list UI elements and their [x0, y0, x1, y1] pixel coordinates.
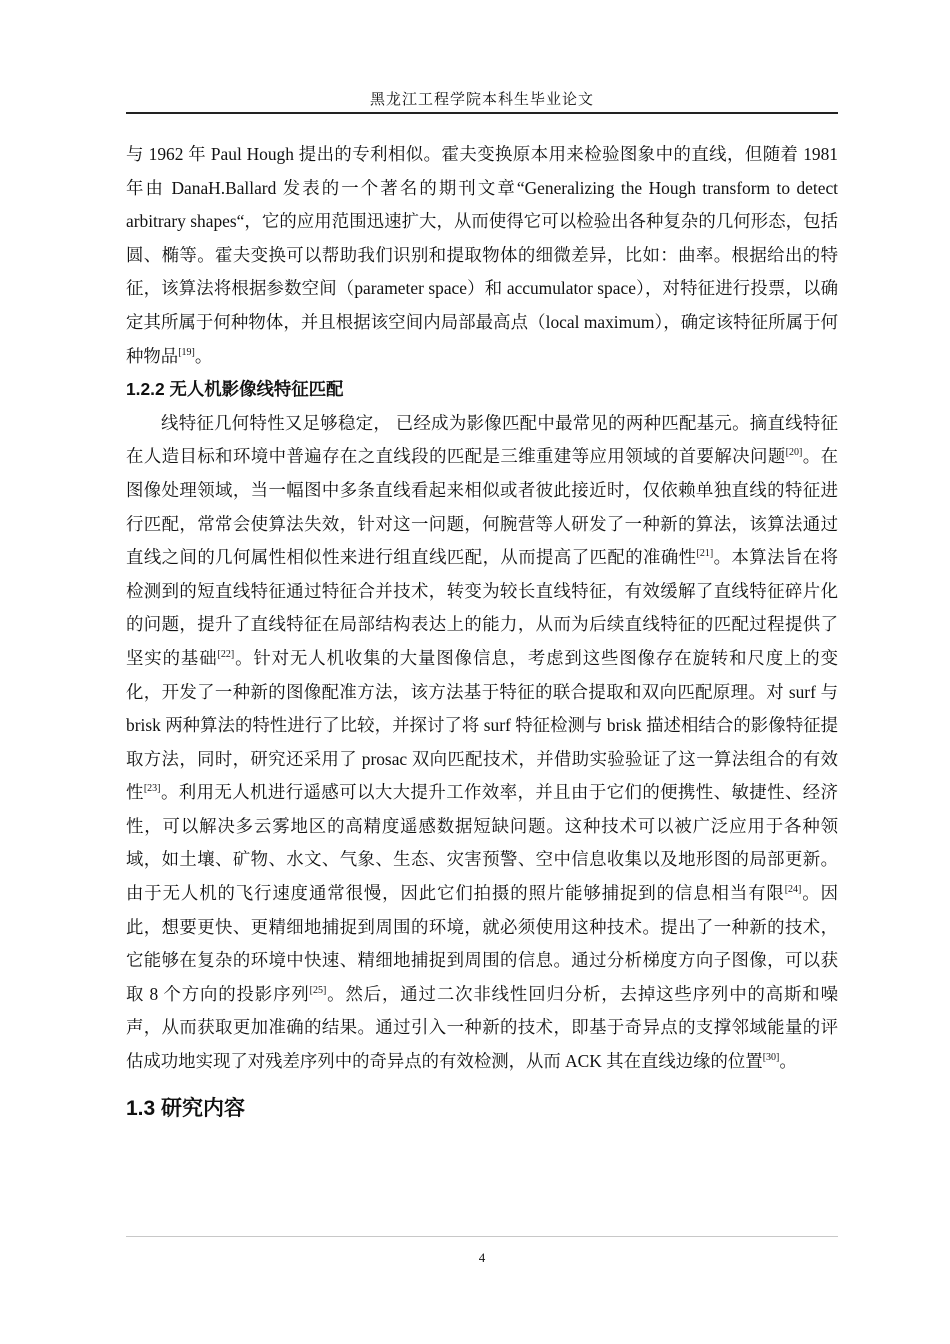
citation-23: [23]: [143, 783, 161, 795]
citation-24: [24]: [784, 884, 802, 896]
paragraph-text: 。在图像处理领域，当一幅图中多条直线看起来相似或者彼此接近时，仅依赖单独直线的特征进行匹配，常常会使算法失效，针对这一问题，何腕营等人研发了一种新的算法，该算法通过直线之间的几何属性相似性来进行组直线匹配，从而提高了匹配的准确性: [126, 446, 838, 568]
paragraph-text: 。利用无人机进行遥感可以大大提升工作效率，并且由于它们的便携性、敏捷性、经济性，可以解决多云雾地区的高精度遥感数据短缺问题。这种技术可以被广泛应用于各种领域，如土壤、矿物、水文、气象、生态、灾害预警、空中信息收集以及地形图的局部更新。由于无人机的飞行速度通常很慢，因此它们拍摄的照片能够捕捉到的信息相当有限: [126, 782, 838, 904]
page-number: 4: [478, 1250, 486, 1265]
section-heading: 1.3 研究内容: [126, 1096, 246, 1120]
paragraph-text: 。本算法旨在将检测到的短直线特征通过特征合并技术，转变为较长直线特征，有效缓解了直线特征碎片化的问题，提升了直线特征在局部结构表达上的能力，从而为后续直线特征的匹配过程提供了坚实的基础: [126, 547, 838, 668]
paragraph-text: 线特征几何特性又足够稳定， 已经成为影像匹配中最常见的两种匹配基元。摘直线特征在人造目标和环境中普遍存在之直线段的匹配是三维重建等应用领域的首要解决问题: [126, 412, 838, 467]
footer-rule: [126, 1236, 838, 1237]
paragraph-text: 与 1962 年 Paul Hough 提出的专利相似。霍夫变换原本用来检验图象中的直线，但随着 1981 年由 DanaH.Ballard 发表的一个著名的期刊文章“Generalizing the Hough transform to detect arbitrary shapes“，它的应用范围迅速扩大，从而使得它可以检验出各种复杂的几何形态，包括圆、椭等。霍夫变换可以帮助我们识别和提取物体的细微差异，比如：曲率。根据给出的特征，该算法将根据参数空间（parameter space）和 accumulator space），对特征进行投票，以确定其所属于何种物体，并且根据该空间内局部最高点（local maximum），确定该特征所属于何种物品: [126, 144, 838, 366]
running-header: 黑龙江工程学院本科生毕业论文: [369, 92, 594, 108]
citation-21: [21]: [696, 548, 714, 560]
paragraph-line-feature-matching: [126, 407, 838, 1079]
paragraph-text: 。然后，通过二次非线性回归分析，去掉这些序列中的高斯和噪声，从而获取更加准确的结果。通过引入一种新的技术，即基于奇异点的支撑邻域能量的评估成功地实现了对残差序列中的奇异点的有效检测，从而 ACK 其在直线边缘的位置: [126, 983, 838, 1072]
paragraph-hough-transform: [126, 138, 838, 373]
citation-30: [30]: [762, 1052, 780, 1064]
citation-25: [25]: [309, 985, 327, 997]
body-content: [126, 138, 838, 1129]
paragraph-end: 。: [194, 345, 213, 366]
citation-20: [20]: [785, 447, 803, 459]
paragraph-text: 。因此，想要更快、更精细地捕捉到周围的环境，就必须使用这种技术。提出了一种新的技术，它能够在复杂的环境中快速、精细地捕捉到周围的信息。通过分析梯度方向子图像，可以获取 8 个方向的投影序列: [126, 883, 838, 1004]
paragraph-end: 。: [779, 1051, 797, 1072]
header-rule: [126, 112, 838, 114]
subsection-heading: 1.2.2 无人机影像线特征匹配: [126, 379, 344, 400]
citation-22: [22]: [217, 649, 235, 661]
citation-19: [19]: [178, 346, 195, 358]
paragraph-text: 。针对无人机收集的大量图像信息，考虑到这些图像存在旋转和尺度上的变化，开发了一种新的图像配准方法，该方法基于特征的联合提取和双向匹配原理。对 surf 与 brisk 两种算法的特性进行了比较，并探讨了将 surf 特征检测与 brisk 描述相结合的影像特征提取方法，同时，研究还采用了 prosac 双向匹配技术，并借助实验验证了这一算法组合的有效性: [126, 647, 838, 803]
